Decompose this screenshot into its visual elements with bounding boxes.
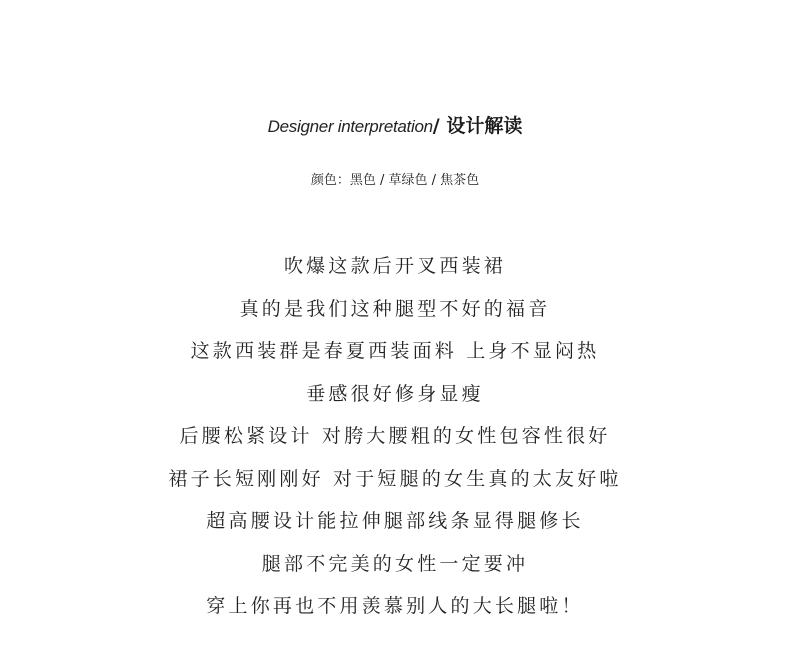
heading-english: Designer interpretation — [267, 117, 433, 136]
heading-chinese: / 设计解读 — [432, 115, 523, 137]
description-line: 垂感很好修身显瘦 — [306, 382, 484, 405]
description-line: 超高腰设计能拉伸腿部线条显得腿修长 — [206, 510, 584, 532]
description-line: 这款西装群是春夏西装面料 上身不显闷热 — [190, 340, 600, 362]
description-line: 真的是我们这种腿型不好的福音 — [239, 297, 551, 320]
description-lines — [0, 247, 790, 630]
section-heading — [0, 112, 790, 141]
description-line: 裙子长短刚刚好 对于短腿的女生真的太友好啦 — [168, 467, 622, 490]
description-line: 吹爆这款后开叉西装裙 — [283, 255, 506, 277]
description-line: 穿上你再也不用羡慕别人的大长腿啦！ — [206, 595, 584, 617]
description-line: 腿部不完美的女性一定要冲 — [261, 552, 529, 575]
color-options-text: 颜色：黑色 / 草绿色 / 焦茶色 — [310, 173, 480, 188]
description-line: 后腰松紧设计 对胯大腰粗的女性包容性很好 — [179, 425, 611, 447]
